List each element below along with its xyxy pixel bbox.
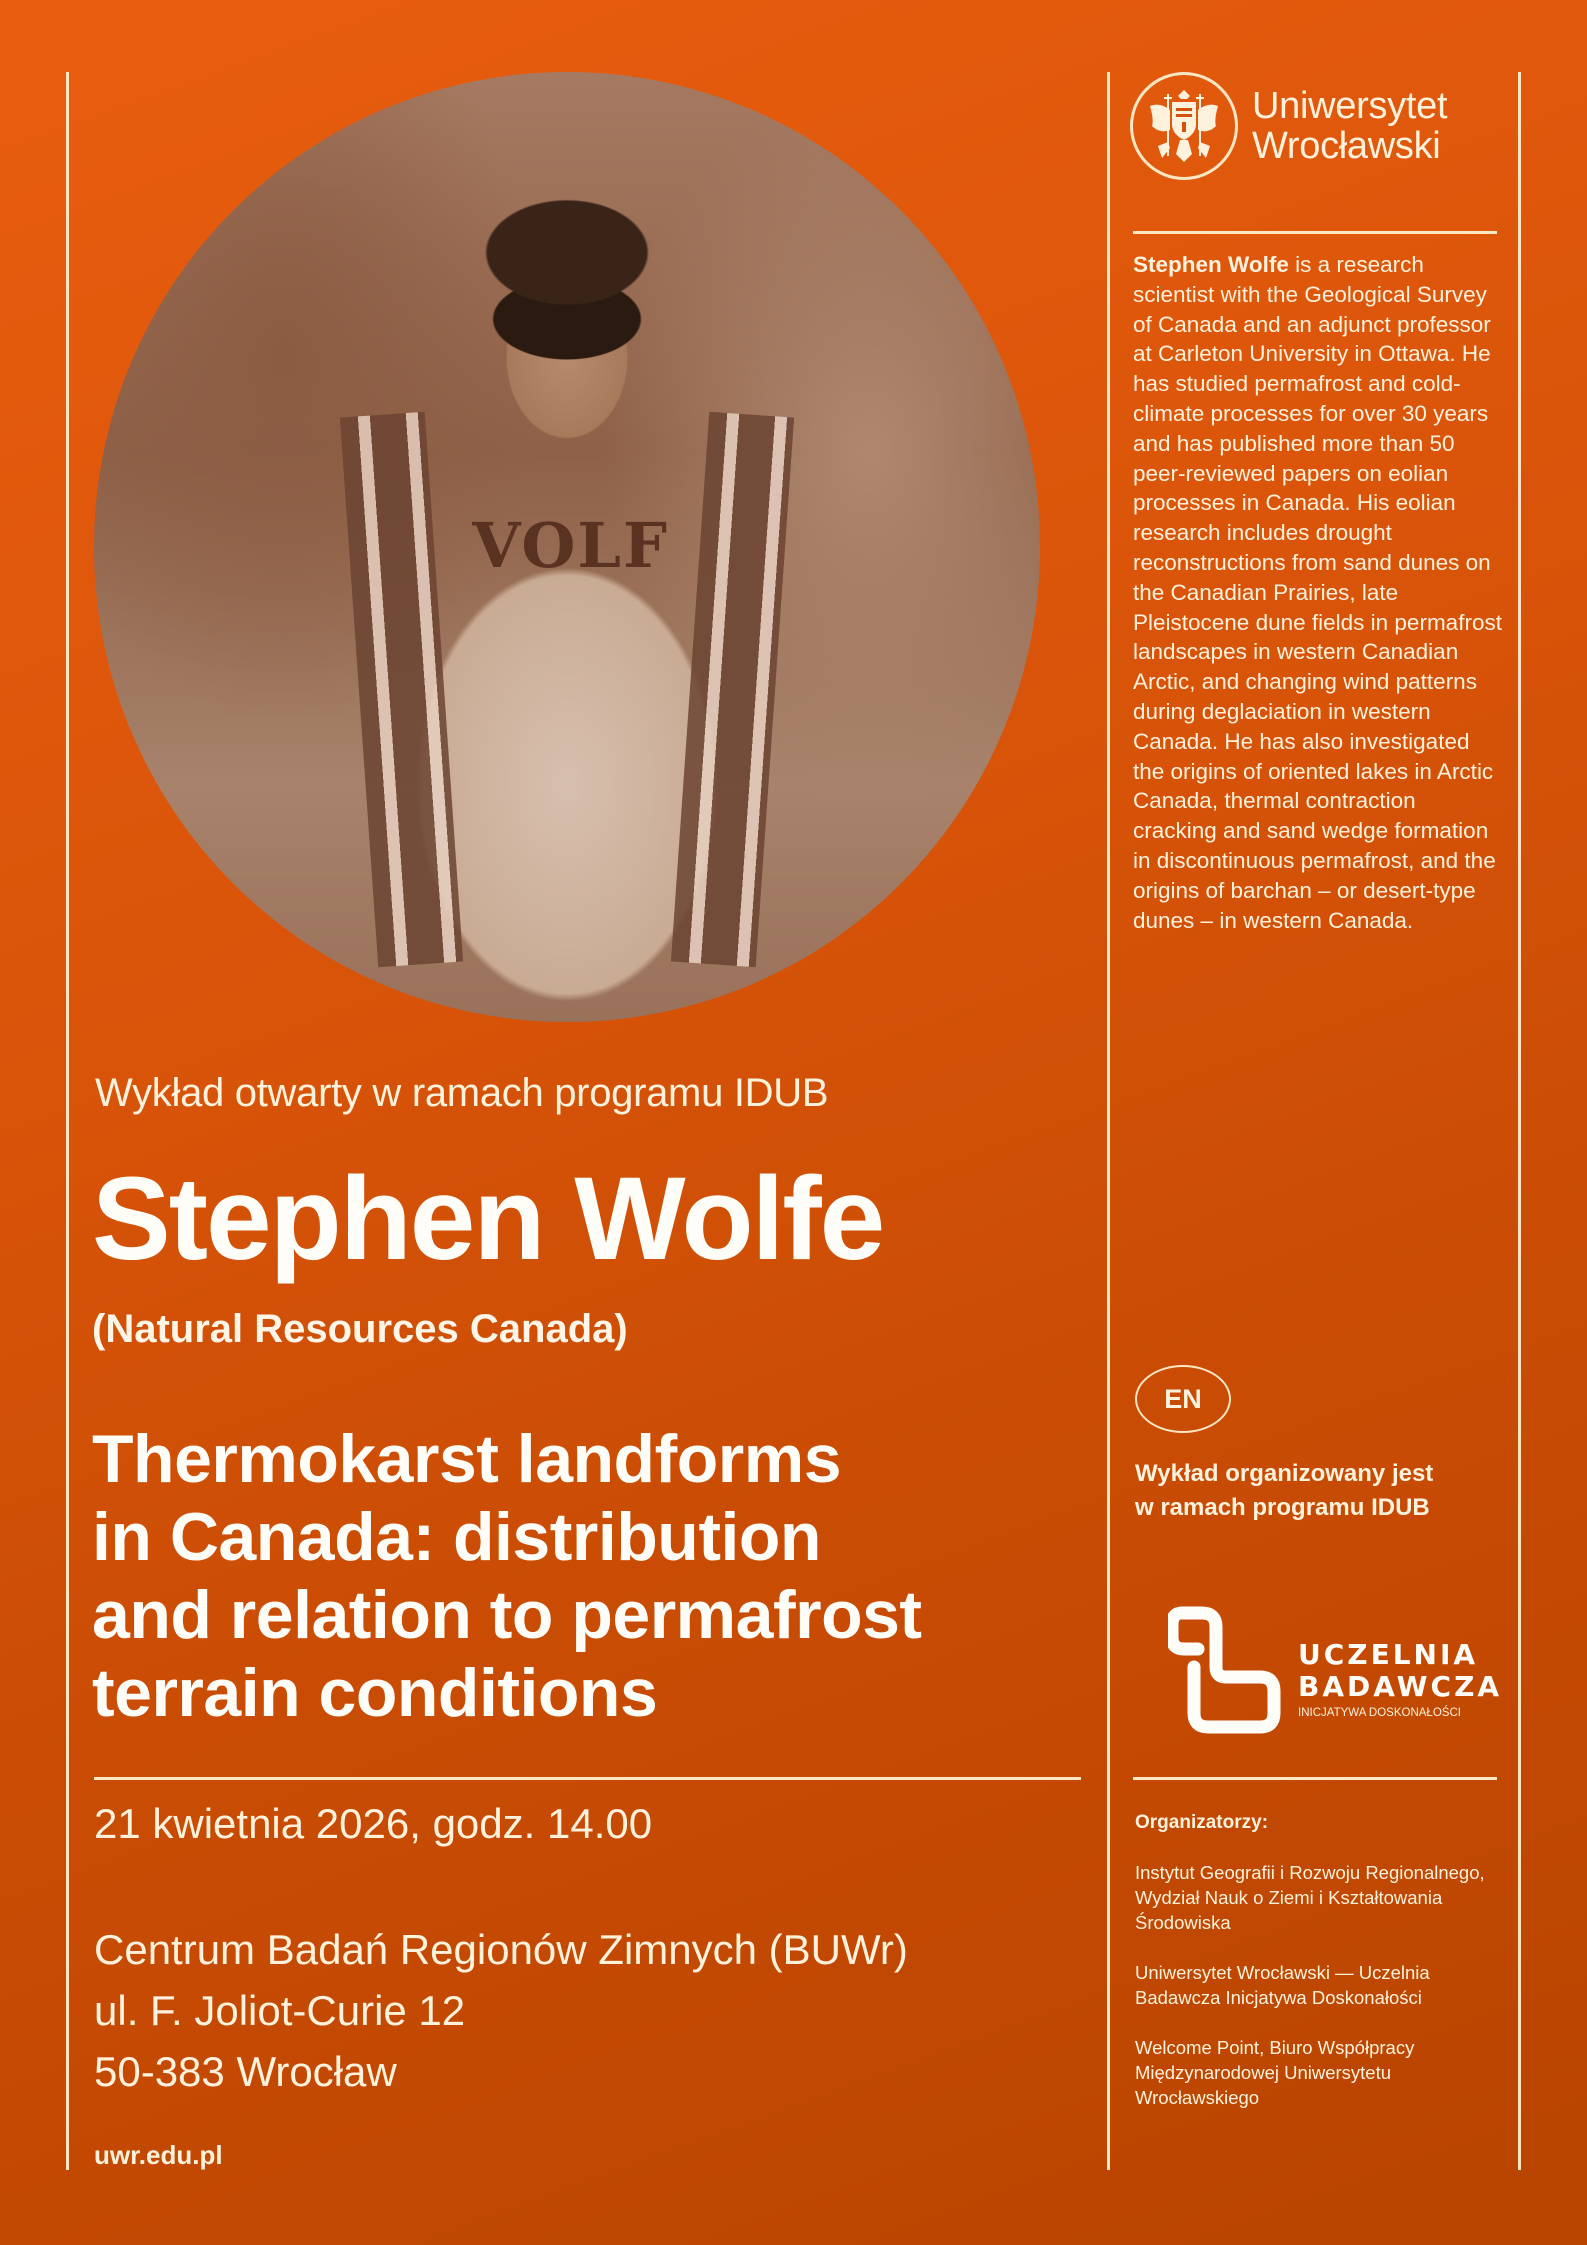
speaker-name: Stephen Wolfe <box>92 1153 884 1285</box>
speaker-bio <box>1133 250 1503 935</box>
organizers-list <box>1135 1860 1505 2135</box>
uczelnia-badawcza-logo <box>1168 1605 1502 1735</box>
university-name-line: Wrocławski <box>1252 125 1441 167</box>
speaker-photo <box>94 72 1040 1022</box>
ub-line: BADAWCZA <box>1298 1670 1503 1703</box>
venue-line: Centrum Badań Regionów Zimnych (BUWr) <box>94 1926 908 1973</box>
idub-note-line: w ramach programu IDUB <box>1135 1494 1430 1521</box>
speaker-affiliation: (Natural Resources Canada) <box>92 1307 628 1351</box>
bio-speaker-name: Stephen Wolfe <box>1133 252 1289 277</box>
organizer-item: Welcome Point, Biuro Współpracy Międzynarodowej Uniwersytetu Wrocławskiego <box>1135 2037 1415 2108</box>
lecture-title <box>92 1420 1092 1732</box>
organizers-divider-line <box>1133 1777 1497 1780</box>
venue-line: 50-383 Wrocław <box>94 2048 397 2095</box>
organizer-item: Uniwersytet Wrocławski — Uczelnia Badawcza Inicjatywa Doskonałości <box>1135 1962 1430 2008</box>
lecture-title-line: and relation to permafrost <box>92 1577 922 1653</box>
lecture-title-line: terrain conditions <box>92 1655 658 1731</box>
university-logo <box>1130 72 1447 180</box>
shirt-print: VOLF <box>472 509 670 582</box>
idub-note-line: Wykład organizowany jest <box>1135 1460 1434 1487</box>
lecture-title-line: in Canada: distribution <box>92 1499 821 1575</box>
venue-line: ul. F. Joliot-Curie 12 <box>94 1987 466 2034</box>
lecture-intro: Wykład otwarty w ramach programu IDUB <box>95 1071 829 1115</box>
uczelnia-badawcza-text <box>1298 1639 1502 1719</box>
university-name-line: Uniwersytet <box>1252 85 1448 127</box>
eagle-icon <box>1146 86 1222 166</box>
ub-line: UCZELNIA <box>1298 1638 1479 1671</box>
vest-strap-left <box>340 412 463 968</box>
language-badge: EN <box>1135 1365 1231 1433</box>
organizer-item: Instytut Geografii i Rozwoju Regionalnego, Wydział Nauk o Ziemi i Kształtowania Środowiska <box>1135 1862 1485 1933</box>
university-name <box>1252 86 1447 166</box>
research-university-icon <box>1168 1605 1288 1735</box>
website-link[interactable]: uwr.edu.pl <box>94 2140 223 2170</box>
event-venue <box>94 1919 908 2102</box>
idub-program-note <box>1135 1457 1505 1525</box>
organizers-heading: Organizatorzy: <box>1135 1812 1269 1833</box>
left-frame-line <box>66 72 69 2170</box>
bio-text: is a research scientist with the Geological Survey of Canada and an adjunct professor at Carleton University in Ottawa. He has studied permafrost and cold-climate processes for over 30 years and has published more than 50 peer-reviewed papers on eolian processes in Canada. His eolian research includes drought reconstructions from sand dunes on the Canadian Prairies, late Pleistocene dune fields in permafrost landscapes in western Canadian Arctic, and changing wind patterns during deglaciation in western Canada. He has also investigated the origins of oriented lakes in Arctic Canada, thermal contraction cracking and sand wedge formation in discontinuous permafrost, and the origins of barchan – or desert-type dunes – in western Canada. <box>1133 252 1502 933</box>
title-divider-line <box>94 1777 1081 1780</box>
logo-underline <box>1133 231 1497 234</box>
eagle-crest-icon <box>1130 72 1238 180</box>
column-divider-line <box>1107 72 1110 2170</box>
ub-subline: INICJATYWA DOSKONAŁOŚCI <box>1298 1707 1461 1719</box>
right-frame-line <box>1518 72 1521 2170</box>
event-date-time: 21 kwietnia 2026, godz. 14.00 <box>94 1800 653 1847</box>
vest-strap-right <box>671 412 794 968</box>
lecture-title-line: Thermokarst landforms <box>92 1421 842 1497</box>
